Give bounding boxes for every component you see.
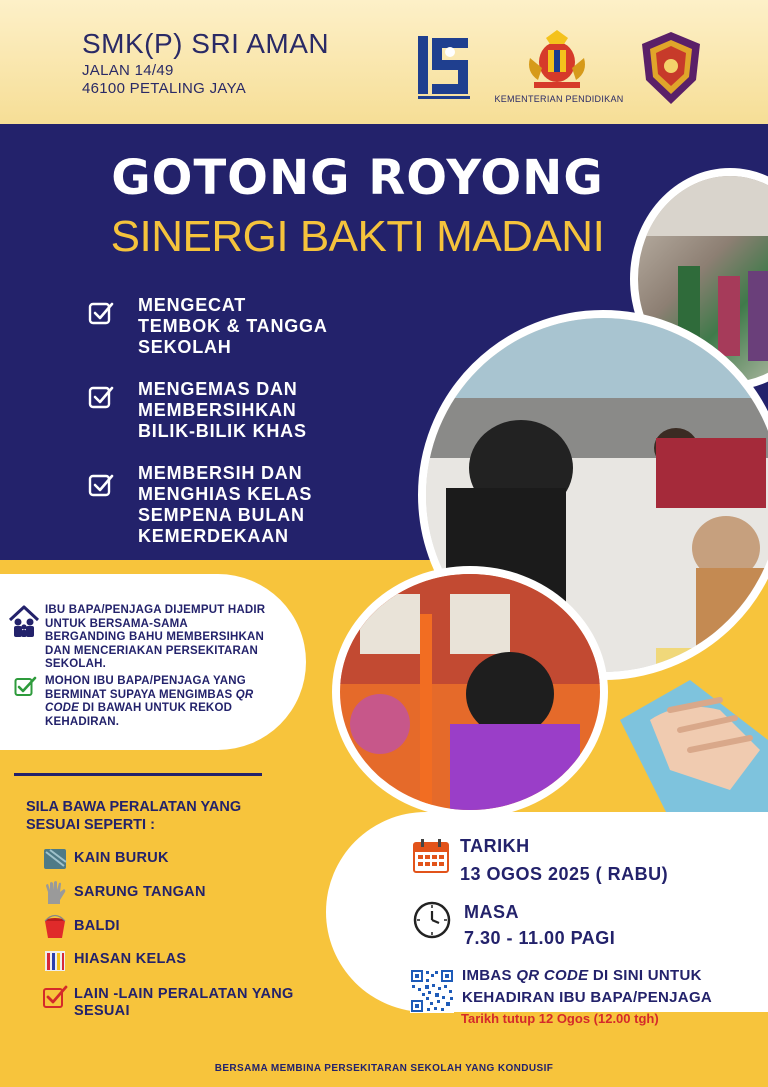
time-label: MASA xyxy=(464,902,519,922)
clock-icon xyxy=(412,900,452,940)
calendar-icon xyxy=(412,838,450,874)
activity-photo-3 xyxy=(332,566,608,818)
deadline-text: Tarikh tutup 12 Ogos (12.00 tgh) xyxy=(461,1011,659,1026)
address-line-1: JALAN 14/49 xyxy=(82,62,174,79)
qr-instruction-2: KEHADIRAN IBU BAPA/PENJAGA xyxy=(462,989,713,1006)
address-line-2: 46100 PETALING JAYA xyxy=(82,80,247,97)
invite-text: IBU BAPA/PENJAGA DIJEMPUT HADIR UNTUK BERSAMA-SAMA BERGANDING BAHU MEMBERSIHKAN DAN MENCERIAKAN PERSEKITARAN SEKOLAH. xyxy=(45,604,266,670)
school-crest-icon xyxy=(638,30,704,106)
activity-item: MENGEMAS DAN MEMBERSIHKAN BILIK-BILIK KHAS xyxy=(138,379,307,441)
school-logo-icon xyxy=(414,32,474,104)
tool-item-label: HIASAN KELAS xyxy=(74,951,187,967)
activity-item: MENGECAT TEMBOK & TANGGA SEKOLAH xyxy=(138,295,328,357)
time-value: 7.30 - 11.00 PAGI xyxy=(464,928,616,948)
decoration-icon xyxy=(42,948,68,974)
glove-icon xyxy=(42,880,68,906)
checkbox-icon xyxy=(88,384,114,410)
date-label: TARIKH xyxy=(460,836,530,856)
date-value: 13 OGOS 2025 ( RABU) xyxy=(460,864,669,884)
footer-tagline: BERSAMA MEMBINA PERSEKITARAN SEKOLAH YANG KONDUSIF xyxy=(214,1063,554,1074)
activity-item: MEMBERSIH DAN MENGHIAS KELAS SEMPENA BULAN KEMERDEKAAN xyxy=(138,463,313,546)
green-check-icon xyxy=(14,676,38,698)
tool-item-label: BALDI xyxy=(74,918,120,934)
bucket-icon xyxy=(42,914,68,940)
ministry-crest-icon xyxy=(520,28,594,90)
checkbox-icon xyxy=(88,300,114,326)
checkbox-icon xyxy=(88,472,114,498)
poster-subtitle: SINERGI BAKTI MADANI xyxy=(110,212,605,261)
bring-title: SILA BAWA PERALATAN YANG SESUAI SEPERTI : xyxy=(26,799,242,833)
divider-line xyxy=(14,773,262,776)
qr-instruction: IMBAS QR CODE DI SINI UNTUK xyxy=(462,967,702,984)
ministry-label: KEMENTERIAN PENDIDIKAN xyxy=(494,94,624,104)
tool-item-label: SARUNG TANGAN xyxy=(74,884,206,900)
family-home-icon xyxy=(8,604,40,638)
scan-request-text: MOHON IBU BAPA/PENJAGA YANG BERMINAT SUPAYA MENGIMBAS QR CODE DI BAWAH UNTUK REKOD KEHADIRAN. xyxy=(45,675,254,728)
qr-code-icon[interactable] xyxy=(410,969,454,1013)
tool-item-other: LAIN -LAIN PERALATAN YANG SESUAI xyxy=(74,986,294,1019)
school-name: SMK(P) SRI AMAN xyxy=(82,28,330,59)
poster-title: GOTONG ROYONG xyxy=(111,150,604,206)
tool-item-label: KAIN BURUK xyxy=(74,850,169,866)
red-check-icon xyxy=(42,984,68,1010)
cloth-icon xyxy=(42,846,68,872)
